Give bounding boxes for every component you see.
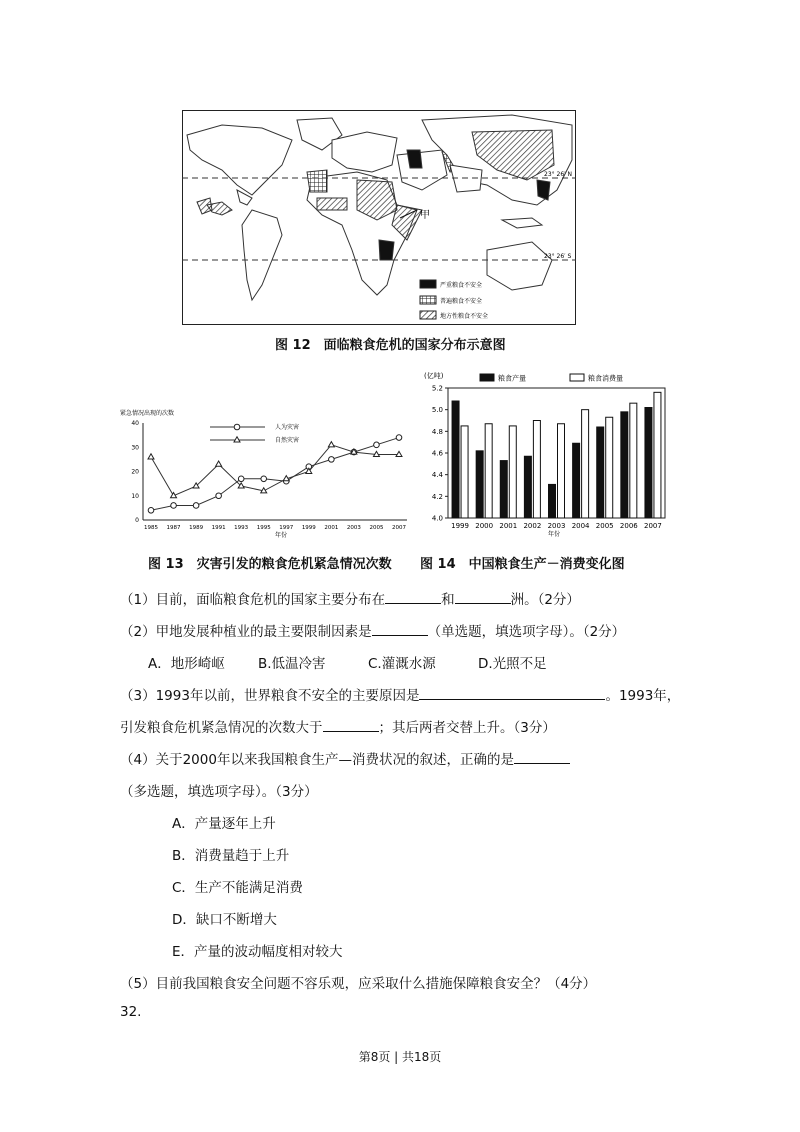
fig13-point-triangle: [328, 442, 334, 447]
q3-text-b: 。1993年，: [605, 688, 681, 704]
fig13-point-circle: [216, 493, 222, 499]
question-32-number: 32.: [120, 1004, 142, 1020]
legend-local-swatch: [420, 311, 436, 319]
q2-option-a: A．地形崎岖: [148, 656, 225, 672]
fig13-y-tick-label: 30: [131, 444, 139, 452]
fig13-x-tick-label: 2003: [346, 525, 361, 531]
figure-13-chart: [115, 405, 415, 540]
q3-blank-1[interactable]: [419, 685, 605, 700]
question-2: [120, 620, 625, 640]
fig13-point-triangle: [148, 454, 154, 459]
fig14-bar-consumption: [630, 403, 637, 518]
fig13-y-tick-label: 10: [131, 492, 139, 500]
question-5: （5）目前我国粮食安全问题不容乐观，应采取什么措施保障粮食安全？（4分）: [120, 976, 597, 992]
fig14-y-tick-label: 5.0: [431, 406, 443, 415]
q4-option-d: D．缺口不断增大: [172, 912, 277, 928]
fig14-bar-production: [597, 427, 604, 518]
fig13-x-tick-label: 1991: [211, 525, 226, 531]
world-map-image: [182, 110, 576, 325]
fig14-bar-production: [524, 456, 531, 518]
fig13-x-tick-label: 1985: [144, 525, 158, 531]
fig13-x-tick-label: 1997: [279, 525, 294, 531]
tropic-south-label: 23° 26′ S: [544, 253, 572, 260]
point-jia-label: 甲: [420, 210, 430, 221]
fig13-point-triangle: [396, 451, 402, 456]
fig14-bar-consumption: [485, 424, 492, 518]
q1-text-c: 洲。（2分）: [510, 592, 580, 608]
q1-blank-2[interactable]: [455, 589, 511, 604]
fig14-y-tick-label: 4.8: [431, 427, 443, 436]
question-3-line-2: [120, 716, 556, 736]
page-footer: 第8页 | 共18页: [358, 1050, 442, 1064]
legend-general-label: 普遍粮食不安全: [440, 298, 483, 305]
fig14-bar-consumption: [654, 392, 661, 518]
fig13-point-circle: [329, 457, 335, 463]
q2-option-b: B.低温冷害: [258, 656, 326, 672]
fig14-ylabel: (亿吨): [424, 372, 444, 380]
fig14-bar-consumption: [606, 417, 613, 518]
q3-blank-2[interactable]: [323, 717, 379, 732]
fig14-bar-consumption: [461, 426, 468, 518]
q2-text-b: （单选题，填选项字母）。（2分）: [427, 624, 626, 640]
fig13-point-circle: [171, 503, 177, 509]
fig13-point-circle: [148, 508, 154, 514]
q3-text-c: 引发粮食危机紧急情况的次数大于: [120, 720, 323, 736]
fig13-x-tick-label: 1987: [166, 525, 181, 531]
fig13-ylabel: 紧急情况出现的次数: [120, 410, 175, 417]
fig14-y-tick-label: 4.4: [431, 471, 443, 480]
fig13-legend-label: 人为灾害: [275, 424, 300, 431]
q4-option-e: E．产量的波动幅度相对较大: [172, 944, 343, 960]
fig14-bar-production: [476, 451, 483, 518]
fig13-legend-circle: [234, 424, 240, 430]
fig14-x-tick-label: 2004: [571, 522, 590, 530]
fig14-x-tick-label: 2007: [644, 522, 662, 530]
q2-option-d: D.光照不足: [478, 656, 547, 672]
question-4-line-2: [120, 780, 318, 800]
fig13-x-tick-label: 2007: [392, 525, 406, 531]
q4-option-c: C．生产不能满足消费: [172, 880, 303, 896]
q3-text-a: （3）1993年以前，世界粮食不安全的主要原因是: [120, 688, 420, 704]
figure-12-caption: 图 12 面临粮食危机的国家分布示意图: [275, 338, 506, 353]
fig14-legend-swatch: [480, 374, 494, 381]
fig14-legend-label: 粮食产量: [498, 374, 526, 383]
fig13-x-tick-label: 1989: [189, 525, 204, 531]
fig13-point-circle: [261, 476, 267, 482]
question-4-line-1: [120, 748, 570, 768]
fig13-x-tick-label: 2001: [324, 525, 339, 531]
q4-text-a: （4）关于2000年以来我国粮食生产—消费状况的叙述，正确的是: [120, 752, 514, 768]
fig14-y-tick-label: 5.2: [431, 384, 443, 393]
line-chart-svg: [115, 405, 415, 540]
fig14-x-tick-label: 2001: [499, 522, 518, 530]
q3-text-d: ；其后两者交替上升。（3分）: [378, 720, 556, 736]
fig14-y-tick-label: 4.0: [431, 514, 443, 523]
fig14-y-tick-label: 4.6: [431, 449, 443, 458]
fig14-bar-consumption: [533, 421, 540, 519]
fig14-bar-production: [573, 443, 580, 518]
fig13-point-circle: [238, 476, 244, 482]
fig14-x-tick-label: 2005: [595, 522, 614, 530]
fig14-bar-production: [621, 412, 628, 518]
q4-option-b: B．消费量趋于上升: [172, 848, 290, 864]
figure-14-caption: 图 14 中国粮食生产－消费变化图: [420, 557, 625, 572]
bar-chart-svg: [420, 368, 670, 538]
q2-blank[interactable]: [372, 621, 428, 636]
fig14-legend-label: 粮食消费量: [588, 374, 623, 383]
q4-blank[interactable]: [514, 749, 570, 764]
fig13-point-circle: [193, 503, 199, 509]
fig13-x-tick-label: 1995: [256, 525, 271, 531]
question-1: [120, 588, 580, 608]
fig14-x-tick-label: 2000: [475, 522, 494, 530]
fig13-point-triangle: [216, 461, 222, 466]
q2-option-c: C.灌溉水源: [368, 656, 436, 672]
legend-severe-swatch: [420, 280, 436, 288]
fig14-xlabel: 年份: [548, 531, 561, 538]
fig14-x-tick-label: 2006: [619, 522, 638, 530]
fig13-series-line: [151, 445, 399, 496]
q4-text-b: （多选题，填选项字母）。（3分）: [120, 784, 318, 800]
fig14-bar-production: [500, 461, 507, 518]
fig14-y-tick-label: 4.2: [431, 492, 443, 501]
legend-severe-label: 严重粮食不安全: [440, 282, 483, 289]
fig13-x-tick-label: 2005: [369, 525, 384, 531]
fig13-y-tick-label: 40: [131, 420, 139, 427]
fig14-x-tick-label: 2002: [523, 522, 542, 530]
figure-14-chart: [420, 368, 670, 538]
legend-local-label: 地方性粮食不安全: [440, 313, 489, 320]
fig14-x-tick-label: 2003: [547, 522, 566, 530]
fig13-x-tick-label: 1999: [301, 525, 316, 531]
fig14-bar-production: [645, 408, 652, 519]
fig13-point-circle: [396, 435, 402, 441]
fig13-legend-label: 自然灾害: [275, 437, 300, 444]
fig14-bar-consumption: [509, 426, 516, 518]
q4-option-a: A．产量逐年上升: [172, 816, 276, 832]
q2-text-a: （2）甲地发展种植业的最主要限制因素是: [120, 624, 372, 640]
fig14-bar-production: [452, 401, 459, 518]
figure-12-map: [182, 110, 576, 325]
figure-13-caption: 图 13 灾害引发的粮食危机紧急情况次数: [148, 557, 392, 572]
q1-text-a: （1）目前，面临粮食危机的国家主要分布在: [120, 592, 386, 608]
tropic-north-label: 23° 26′ N: [544, 171, 572, 178]
fig13-y-tick-label: 0: [135, 517, 139, 524]
q1-blank-1[interactable]: [385, 589, 441, 604]
fig14-x-tick-label: 1999: [451, 522, 469, 530]
fig13-point-circle: [374, 442, 380, 448]
question-3-line-1: [120, 684, 680, 704]
fig13-legend-triangle: [234, 437, 240, 442]
q2-options: [148, 652, 588, 672]
legend-general-swatch: [420, 296, 436, 304]
fig13-series-line: [151, 438, 399, 511]
fig14-bar-consumption: [582, 410, 589, 518]
fig13-xlabel: 年份: [275, 532, 288, 539]
fig13-x-tick-label: 1993: [234, 525, 249, 531]
fig14-bar-production: [549, 484, 556, 518]
q1-text-b: 和: [441, 592, 455, 608]
fig14-bar-consumption: [558, 424, 565, 518]
fig13-y-tick-label: 20: [131, 468, 139, 476]
fig14-legend-swatch: [570, 374, 584, 381]
